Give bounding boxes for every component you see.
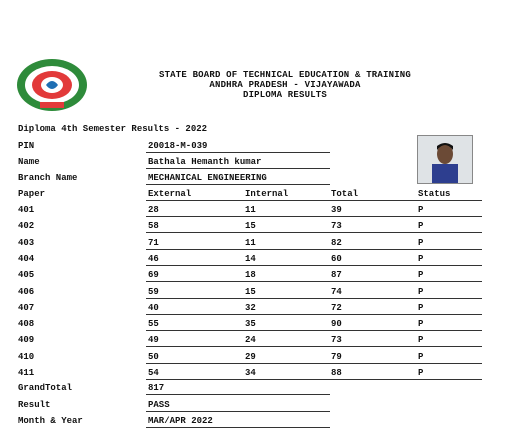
internal-cell: 15 (245, 221, 256, 231)
paper-cell: 410 (18, 352, 35, 362)
total-cell: 82 (331, 238, 342, 248)
row-underline (146, 330, 482, 331)
header-line1: STATE BOARD OF TECHNICAL EDUCATION & TRAINING (158, 70, 412, 80)
internal-cell: 15 (245, 287, 256, 297)
result-value: PASS (148, 400, 170, 410)
header (150, 70, 420, 100)
status-cell: P (418, 303, 424, 313)
pin-value: 20018-M-039 (148, 141, 208, 151)
row-underline (146, 298, 482, 299)
branch-value: MECHANICAL ENGINEERING (148, 173, 267, 183)
paper-cell: 408 (18, 319, 35, 329)
sbtet-logo (16, 58, 88, 112)
grand-total-label: GrandTotal (18, 383, 73, 393)
row-underline (146, 249, 482, 250)
total-cell: 90 (331, 319, 342, 329)
external-cell: 40 (148, 303, 159, 313)
external-cell: 58 (148, 221, 159, 231)
results-title: Diploma 4th Semester Results - 2022 (18, 124, 208, 134)
total-cell: 87 (331, 270, 342, 280)
status-cell: P (418, 352, 424, 362)
grand-total-underline (146, 394, 330, 395)
row-underline (146, 232, 482, 233)
paper-cell: 409 (18, 335, 35, 345)
col-paper: Paper (18, 189, 46, 199)
paper-cell: 406 (18, 287, 35, 297)
col-internal: Internal (245, 189, 289, 199)
status-cell: P (418, 205, 424, 215)
internal-cell: 29 (245, 352, 256, 362)
internal-cell: 35 (245, 319, 256, 329)
total-cell: 79 (331, 352, 342, 362)
total-cell: 73 (331, 221, 342, 231)
branch-label: Branch Name (18, 173, 78, 183)
internal-cell: 11 (245, 205, 256, 215)
paper-cell: 407 (18, 303, 35, 313)
status-cell: P (418, 270, 424, 280)
col-total: Total (331, 189, 359, 199)
header-underline (146, 200, 482, 201)
external-cell: 54 (148, 368, 159, 378)
total-cell: 72 (331, 303, 342, 313)
student-photo (417, 135, 473, 184)
external-cell: 69 (148, 270, 159, 280)
row-underline (146, 265, 482, 266)
status-cell: P (418, 221, 424, 231)
total-cell: 88 (331, 368, 342, 378)
external-cell: 28 (148, 205, 159, 215)
month-year-label: Month & Year (18, 416, 83, 426)
internal-cell: 24 (245, 335, 256, 345)
result-underline (146, 411, 330, 412)
status-cell: P (418, 238, 424, 248)
paper-cell: 403 (18, 238, 35, 248)
external-cell: 50 (148, 352, 159, 362)
total-cell: 74 (331, 287, 342, 297)
pin-label: PIN (18, 141, 35, 151)
total-cell: 73 (331, 335, 342, 345)
name-underline (146, 168, 330, 169)
row-underline (146, 363, 482, 364)
status-cell: P (418, 335, 424, 345)
paper-cell: 411 (18, 368, 35, 378)
header-line3: DIPLOMA RESULTS (242, 90, 327, 100)
status-cell: P (418, 368, 424, 378)
month-year-value: MAR/APR 2022 (148, 416, 213, 426)
col-external: External (148, 189, 192, 199)
row-underline (146, 379, 482, 380)
paper-cell: 405 (18, 270, 35, 280)
internal-cell: 14 (245, 254, 256, 264)
status-cell: P (418, 319, 424, 329)
month-year-underline (146, 427, 330, 428)
branch-underline (146, 184, 330, 185)
external-cell: 46 (148, 254, 159, 264)
status-cell: P (418, 287, 424, 297)
total-cell: 60 (331, 254, 342, 264)
grand-total-value: 817 (148, 383, 165, 393)
row-underline (146, 346, 482, 347)
result-label: Result (18, 400, 51, 410)
internal-cell: 32 (245, 303, 256, 313)
paper-cell: 404 (18, 254, 35, 264)
pin-underline (146, 152, 330, 153)
internal-cell: 18 (245, 270, 256, 280)
row-underline (146, 314, 482, 315)
name-label: Name (18, 157, 40, 167)
total-cell: 39 (331, 205, 342, 215)
internal-cell: 34 (245, 368, 256, 378)
external-cell: 49 (148, 335, 159, 345)
external-cell: 59 (148, 287, 159, 297)
external-cell: 71 (148, 238, 159, 248)
name-value: Bathala Hemanth kumar (148, 157, 262, 167)
paper-cell: 402 (18, 221, 35, 231)
row-underline (146, 216, 482, 217)
row-underline (146, 281, 482, 282)
status-cell: P (418, 254, 424, 264)
col-status: Status (418, 189, 451, 199)
internal-cell: 11 (245, 238, 256, 248)
header-line2: ANDHRA PRADESH - VIJAYAWADA (209, 80, 361, 90)
external-cell: 55 (148, 319, 159, 329)
paper-cell: 401 (18, 205, 35, 215)
